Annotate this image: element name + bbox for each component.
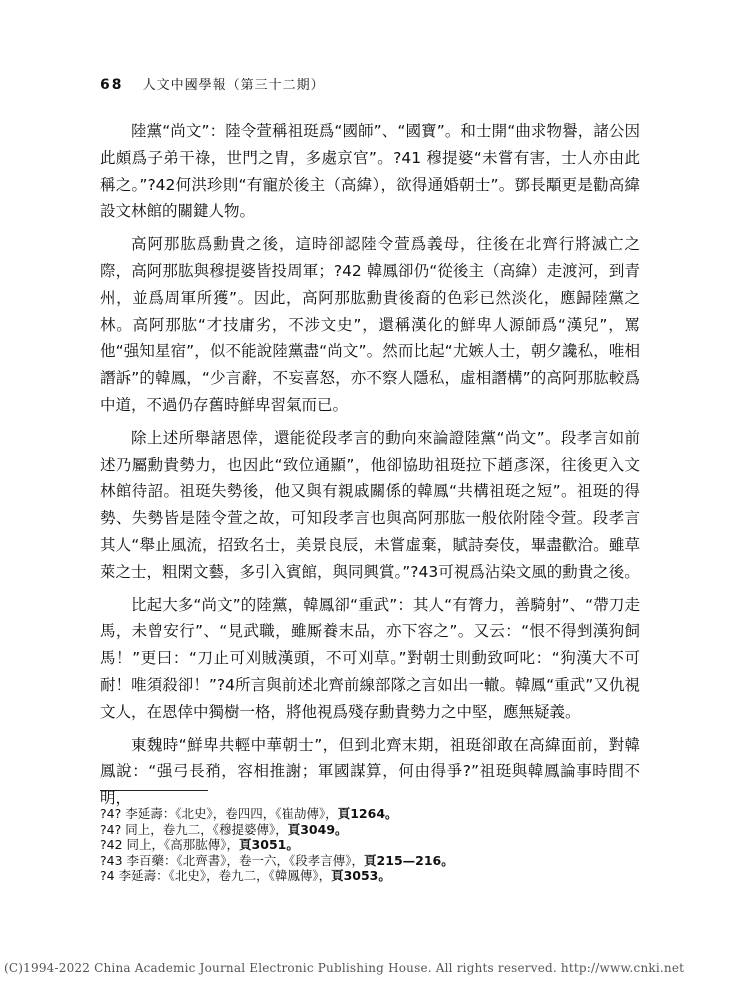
- footnote-marker: ?42: [100, 837, 123, 853]
- footnote-separator: [100, 790, 208, 791]
- footnotes: [100, 806, 640, 884]
- body-paragraph-1: 陸黨“尚文”：陸令萱稱祖珽爲“國師”、“國寶”。和士開“曲求物譽，諸公因此頗爲子弟干祿，世門之胄，多處京官”。?41 穆提婆“未嘗有害，士人亦由此稱之。”?42何洪珍則“有寵於後主（高緯），欲得通婚朝士”。鄧長顒更是勸高緯設文林館的關鍵人物。: [100, 122, 640, 221]
- body-paragraph-4: 比起大多“尚文”的陸黨，韓鳳卻“重武”：其人“有膂力，善騎射”、“帶刀走馬，未曾安行”、“見武職，雖厮養末品，亦下容之”。又云：“恨不得剉漢狗飼馬！”更曰：“刀止可刈賊漢頭，不可刈草。”對朝士則動致呵叱：“狗漢大不可耐！唯須殺卻！”?4所言與前述北齊前線部隊之言如出一轍。韓鳳“重武”又仇視文人，在恩倖中獨樹一格，將他視爲殘存勳貴勢力之中堅，應無疑義。: [100, 595, 640, 721]
- footnote-citation: 同上，《高那肱傳》，: [126, 837, 240, 853]
- footnote-page: 頁1264。: [337, 806, 398, 821]
- page-number: 68: [100, 77, 124, 93]
- running-header: [100, 74, 325, 93]
- footnote-page: 頁3051。: [239, 837, 299, 853]
- footnote-marker: ?43: [100, 852, 123, 868]
- copyright-footer: (C)1994-2022 China Academic Journal Electronic Publishing House. All rights reserved. http://www.cnki.net: [4, 961, 685, 975]
- footnote-1: [100, 806, 640, 822]
- article-body: [100, 118, 640, 818]
- footnote-3: [100, 837, 640, 853]
- footnote-citation: 同上，卷九二，《穆提婆傳》，: [125, 821, 288, 837]
- footnote-citation: 李延壽：《北史》，卷四四，《崔劼傳》，: [125, 806, 338, 821]
- footnote-page: 頁3053。: [331, 868, 391, 884]
- footnote-page: 頁215—216。: [364, 852, 454, 868]
- body-paragraph-5: 東魏時“鮮卑共輕中華朝士”，但到北齊末期，祖珽卻敢在高緯面前，對韓鳳說：“强弓長矟，容相推謝；軍國謀算，何由得爭?”祖珽與韓鳳論事時間不明，: [100, 735, 640, 808]
- footnote-4: [100, 853, 640, 869]
- footnote-marker: ?4?: [100, 821, 122, 837]
- body-paragraph-2: 高阿那肱爲勳貴之後，這時卻認陸令萱爲義母，往後在北齊行將滅亡之際，高阿那肱與穆提婆皆投周軍；?42 韓鳳卻仍“從後主（高緯）走渡河，到青州，並爲周軍所獲”。因此，高阿那肱勳貴後裔的色彩已然淡化，應歸陸黨之林。高阿那肱“才技庸劣，不涉文史”，還稱漢化的鮮卑人源師爲“漢兒”，罵他“强知星宿”，似不能說陸黨盡“尚文”。然而比起“尤嫉人士，朝夕讒私，唯相譖訴”的韓鳳，“少言辭，不妄喜怒，亦不察人隱私，虛相譖構”的高阿那肱較爲中道，不過仍存舊時鮮卑習氣而已。: [100, 235, 640, 414]
- footnote-citation: 李百藥：《北齊書》，卷一六，《段孝言傳》，: [126, 852, 365, 868]
- footnote-2: [100, 822, 640, 838]
- footnote-page: 頁3049。: [287, 821, 348, 837]
- journal-title: 人文中國學報（第三十二期）: [142, 78, 325, 93]
- footnote-citation: 李延壽：《北史》，卷九二，《韓鳳傳》，: [118, 868, 332, 884]
- body-paragraph-3: 除上述所舉諸恩倖，還能從段孝言的動向來論證陸黨“尚文”。段孝言如前述乃屬勳貴勢力，也因此“致位通顯”，他卻協助祖珽拉下趙彥深，往後更入文林館待詔。祖珽失勢後，他又與有親戚關係的韓鳳“共構祖珽之短”。祖珽的得勢、失勢皆是陸令萱之故，可知段孝言也與高阿那肱一般依附陸令萱。段孝言其人“舉止風流，招致名士，美景良辰，未嘗虛棄，賦詩奏伎，畢盡歡洽。雖草萊之士，粗閑文藝，多引入賓館，與同興賞。”?43可視爲沾染文風的勳貴之後。: [100, 428, 640, 581]
- footnote-5: [100, 868, 640, 884]
- footnote-marker: ?4?: [100, 806, 122, 821]
- footnote-marker: ?4: [100, 868, 115, 884]
